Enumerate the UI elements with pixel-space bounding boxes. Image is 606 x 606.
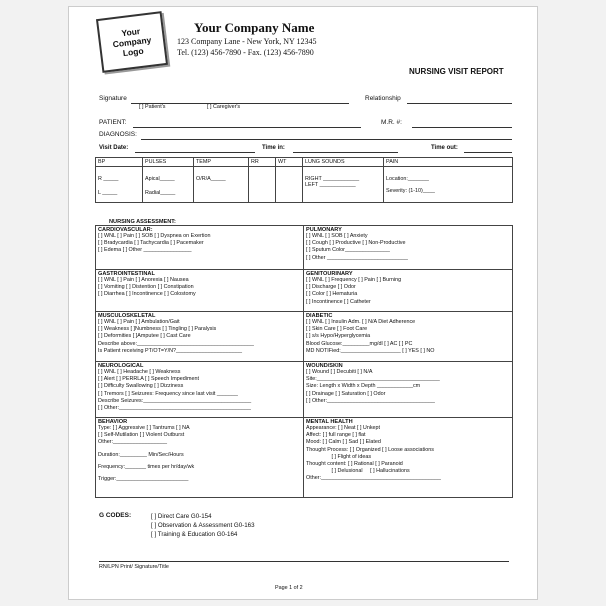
company-logo: Your Company Logo [96, 11, 168, 73]
vitals-header: LUNG SOUNDS [303, 158, 384, 167]
diagnosis-line[interactable] [141, 139, 512, 140]
vitals-header: BP [96, 158, 143, 167]
signature-label: Signature [99, 95, 127, 102]
pulmonary-section[interactable]: PULMONARY [ ] WNL [ ] SOB [ ] Anxiety [ ] Cough [ ] Productive [ ] Non-Productive [ ] Sputum Color_______________ [ ] Other ___________________________ [304, 226, 513, 270]
page-number: Page 1 of 2 [275, 585, 303, 591]
patient-label: PATIENT: [99, 119, 127, 126]
vitals-header: WT [276, 158, 303, 167]
assessment-table [95, 225, 513, 498]
bp-cell[interactable]: R _____ L _____ [96, 167, 143, 203]
caregivers-checkbox[interactable]: [ ] Caregiver's [207, 104, 241, 110]
rr-cell[interactable] [249, 167, 276, 203]
g-codes-label: G CODES: [99, 512, 132, 519]
visit-date-label: Visit Date: [99, 145, 129, 151]
gastrointestinal-section[interactable]: GASTROINTESTINAL [ ] WNL [ ] Pain [ ] Anorexia [ ] Nausea [ ] Vomiting [ ] Distention [ ] Constipation [ ] Diarrhea [ ] Incontinence [ ] Colostomy [96, 270, 304, 312]
genitourinary-section[interactable]: GENITOURINARY [ ] WNL [ ] Frequency [ ] Pain [ ] Burning [ ] Discharge [ ] Odor [ ] Color [ ] Hematuria [ ] Incontinence [ ] Catheter [304, 270, 513, 312]
time-in-label: Time in: [262, 145, 285, 151]
diagnosis-label: DIAGNOSIS: [99, 131, 137, 138]
vitals-header: PAIN [384, 158, 513, 167]
footer-signature-label: RN/LPN Print/ Signature/Title [99, 564, 169, 570]
pain-cell[interactable]: Location:_______ Severity: (1-10)____ [384, 167, 513, 203]
report-title: NURSING VISIT REPORT [409, 67, 504, 76]
mr-line[interactable] [412, 127, 512, 128]
vitals-header: PULSES [143, 158, 194, 167]
wt-cell[interactable] [276, 167, 303, 203]
g-code-item: [ ] Training & Education G0-164 [151, 531, 238, 538]
company-address: 123 Company Lane - New York, NY 12345 Tel. (123) 456-7890 - Fax. (123) 456-7890 [177, 37, 317, 57]
g-code-item: [ ] Direct Care G0-154 [151, 513, 212, 520]
temp-cell[interactable]: O/R/A_____ [194, 167, 249, 203]
lung-sounds-cell[interactable]: RIGHT ____________ LEFT ____________ [303, 167, 384, 203]
relationship-label: Relationship [365, 95, 401, 102]
vitals-header: TEMP [194, 158, 249, 167]
neurological-section[interactable]: NEUROLOGICAL [ ] WNL [ ] Headache [ ] Weakness [ ] Alert [ ] PERRLA [ ] Speech Impediment [ ] Difficulty Swallowing [ ] Dizziness [ ] Tremors [ ] Seizures: Frequency since last visit _______ Describe Seizures:____________________________________ [ ] Other:____________________________________________ [96, 362, 304, 418]
company-name: Your Company Name [194, 20, 315, 35]
behavior-section[interactable]: BEHAVIOR Type: [ ] Aggressive [ ] Tantrums [ ] NA [ ] Self-Mutilation [ ] Violent Outburst Other:__________________ Duration:_________ Min/Sec/Hours Frequency:_______ times per hr/day/wk Trigger:________________________ [96, 418, 304, 498]
time-out-line[interactable] [464, 152, 512, 153]
signature-line-footer[interactable] [99, 561, 509, 562]
diabetic-section[interactable]: DIABETIC [ ] WNL [ ] Insulin Adm. [ ] N/A Diet Adherence [ ] Skin Care [ ] Foot Care [ ] s/s Hypo/Hyperglycemia Blood Glucose:_________mg/dl [ ] AC [ ] PC MD NOTIFied:____________________ [ ] YES [ ] NO [304, 312, 513, 362]
patient-line[interactable] [133, 127, 361, 128]
vitals-header: RR [249, 158, 276, 167]
g-codes-list[interactable] [151, 512, 255, 539]
visit-date-line[interactable] [135, 152, 255, 153]
patients-checkbox[interactable]: [ ] Patient's [139, 104, 166, 110]
vital-signs-table [95, 157, 513, 203]
time-out-label: Time out: [431, 145, 458, 151]
musculoskeletal-section[interactable]: MUSCULOSKELETAL [ ] WNL [ ] Pain [ ] Ambulation/Gait [ ] Weakness [ ]Numbness [ ] Tingling [ ] Paralysis [ ] Deformities [ ]Amputee [ ] Cast Care Describe above:_______________________________________ Is Patient receiving PT/OT=Y/N?______________________ [96, 312, 304, 362]
cardiovascular-section[interactable]: CARDIOVASCULAR: [ ] WNL [ ] Pain [ ] SOB [ ] Dyspnea on Exertion [ ] Bradycardia [ ] Tachycardia [ ] Pacemaker [ ] Edema [ ] Other ________________ [96, 226, 304, 270]
form-page [68, 6, 538, 600]
time-in-line[interactable] [293, 152, 398, 153]
nursing-assessment-title: NURSING ASSESSMENT: [109, 219, 176, 225]
mr-label: M.R. #: [381, 119, 402, 126]
relationship-line[interactable] [407, 103, 512, 104]
g-code-item: [ ] Observation & Assessment G0-163 [151, 522, 255, 529]
wound-skin-section[interactable]: WOUND/SKIN [ ] Wound [ ] Decubiti [ ] N/A Site:_________________________________________ Size: Length x Width x Depth ____________cm [ ] Drainage [ ] Saturation [ ] Odor [ ] Other:____________________________________ [304, 362, 513, 418]
pulses-cell[interactable]: Apical_____ Radial_____ [143, 167, 194, 203]
mental-health-section[interactable]: MENTAL HEALTH Appearance: [ ] Neat [ ] Unkept Affect: [ ] full range [ ] flat Mood: [ ] Calm [ ] Sad [ ] Elated Thought Process: [ ] Organized [ ] Loose associations [ ] Flight of ideas Thought content: [ ] Rational [ ] Paranoid [ ] Delusional [ ] Hallucinations Other:________________________________________ [304, 418, 513, 498]
